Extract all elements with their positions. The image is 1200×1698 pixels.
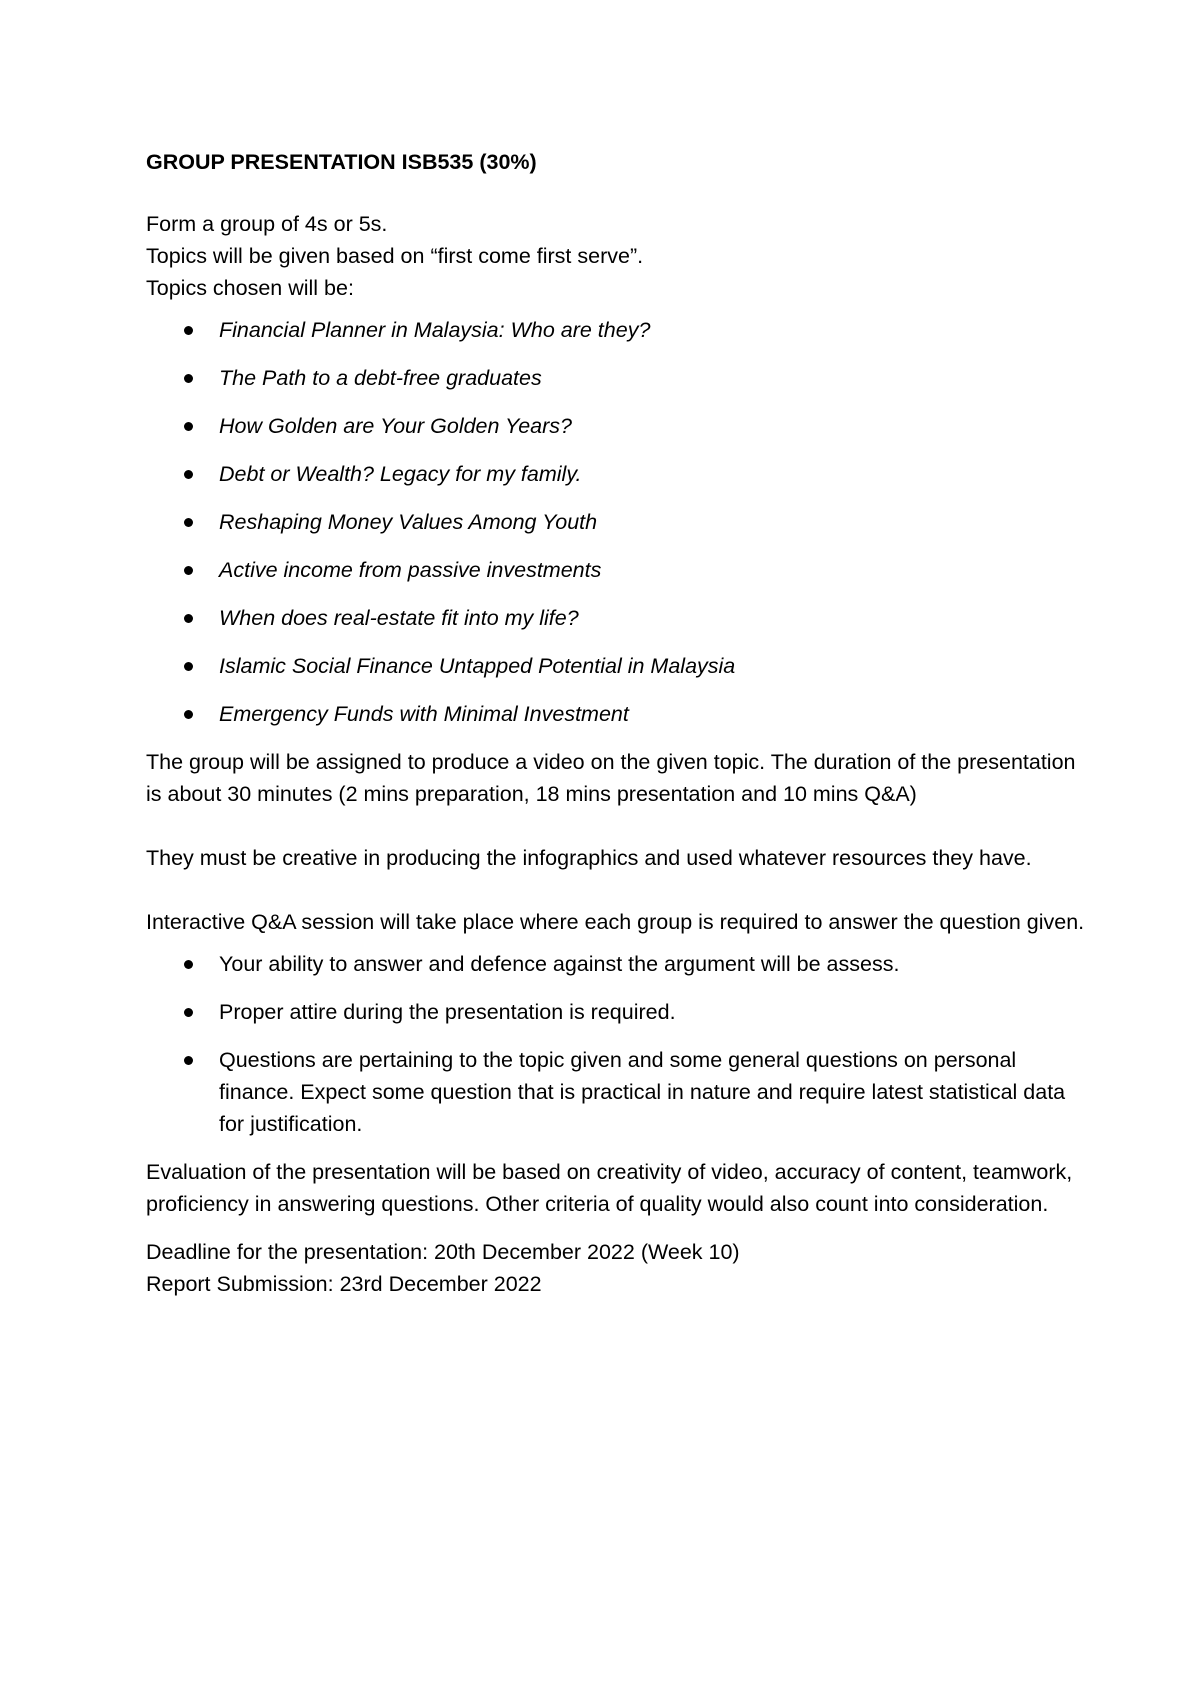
topic-label: When does real-estate fit into my life? [219,606,579,630]
document-body [146,146,1086,1300]
report-submission-line: Report Submission: 23rd December 2022 [146,1272,542,1296]
bullet-icon [184,960,193,969]
bullet-icon [184,1008,193,1017]
topic-label: Debt or Wealth? Legacy for my family. [219,462,582,486]
topic-label: Active income from passive investments [219,558,602,582]
deadline-line: Deadline for the presentation: 20th December 2022 (Week 10) [146,1240,740,1264]
bullet-icon [184,566,193,575]
bullet-icon [184,614,193,623]
list-item [146,1044,1086,1140]
list-item [146,314,1086,346]
evaluation-paragraph: Evaluation of the presentation will be based on creativity of video, accuracy of content, teamwork, proficiency in answering questions. Other criteria of quality would also count into consideration. [146,1160,1073,1216]
list-item [146,650,1086,682]
bullet-icon [184,710,193,719]
list-item [146,996,1086,1028]
list-item [146,410,1086,442]
topic-label: The Path to a debt-free graduates [219,366,542,390]
topic-label: Emergency Funds with Minimal Investment [219,702,629,726]
document-title: GROUP PRESENTATION ISB535 (30%) [146,150,537,174]
topics-list [146,314,1086,730]
qa-point-text: Proper attire during the presentation is required. [219,1000,676,1024]
topic-label: How Golden are Your Golden Years? [219,414,572,438]
list-item [146,698,1086,730]
topic-label: Reshaping Money Values Among Youth [219,510,598,534]
qa-paragraph: Interactive Q&A session will take place where each group is required to answer the question given. [146,910,1085,934]
qa-point-text: Your ability to answer and defence against the argument will be assess. [219,952,900,976]
qa-point-text: Questions are pertaining to the topic given and some general questions on personal finance. Expect some question that is practical in nature and require latest statistical data for justification. [219,1048,1066,1136]
video-paragraph: The group will be assigned to produce a video on the given topic. The duration of the presentation is about 30 minutes (2 mins preparation, 18 mins presentation and 10 mins Q&A) [146,750,1076,806]
creative-paragraph: They must be creative in producing the infographics and used whatever resources they have. [146,846,1032,870]
bullet-icon [184,518,193,527]
intro-line-topics-chosen: Topics chosen will be: [146,276,354,300]
bullet-icon [184,470,193,479]
bullet-icon [184,326,193,335]
bullet-icon [184,374,193,383]
topic-label: Financial Planner in Malaysia: Who are they? [219,318,651,342]
list-item [146,506,1086,538]
list-item [146,554,1086,586]
intro-line-group-size: Form a group of 4s or 5s. [146,212,388,236]
bullet-icon [184,662,193,671]
intro-line-topics-basis: Topics will be given based on “first come first serve”. [146,244,644,268]
bullet-icon [184,1056,193,1065]
list-item [146,602,1086,634]
list-item [146,458,1086,490]
qa-points-list [146,948,1086,1140]
list-item [146,948,1086,980]
list-item [146,362,1086,394]
topic-label: Islamic Social Finance Untapped Potential in Malaysia [219,654,736,678]
bullet-icon [184,422,193,431]
